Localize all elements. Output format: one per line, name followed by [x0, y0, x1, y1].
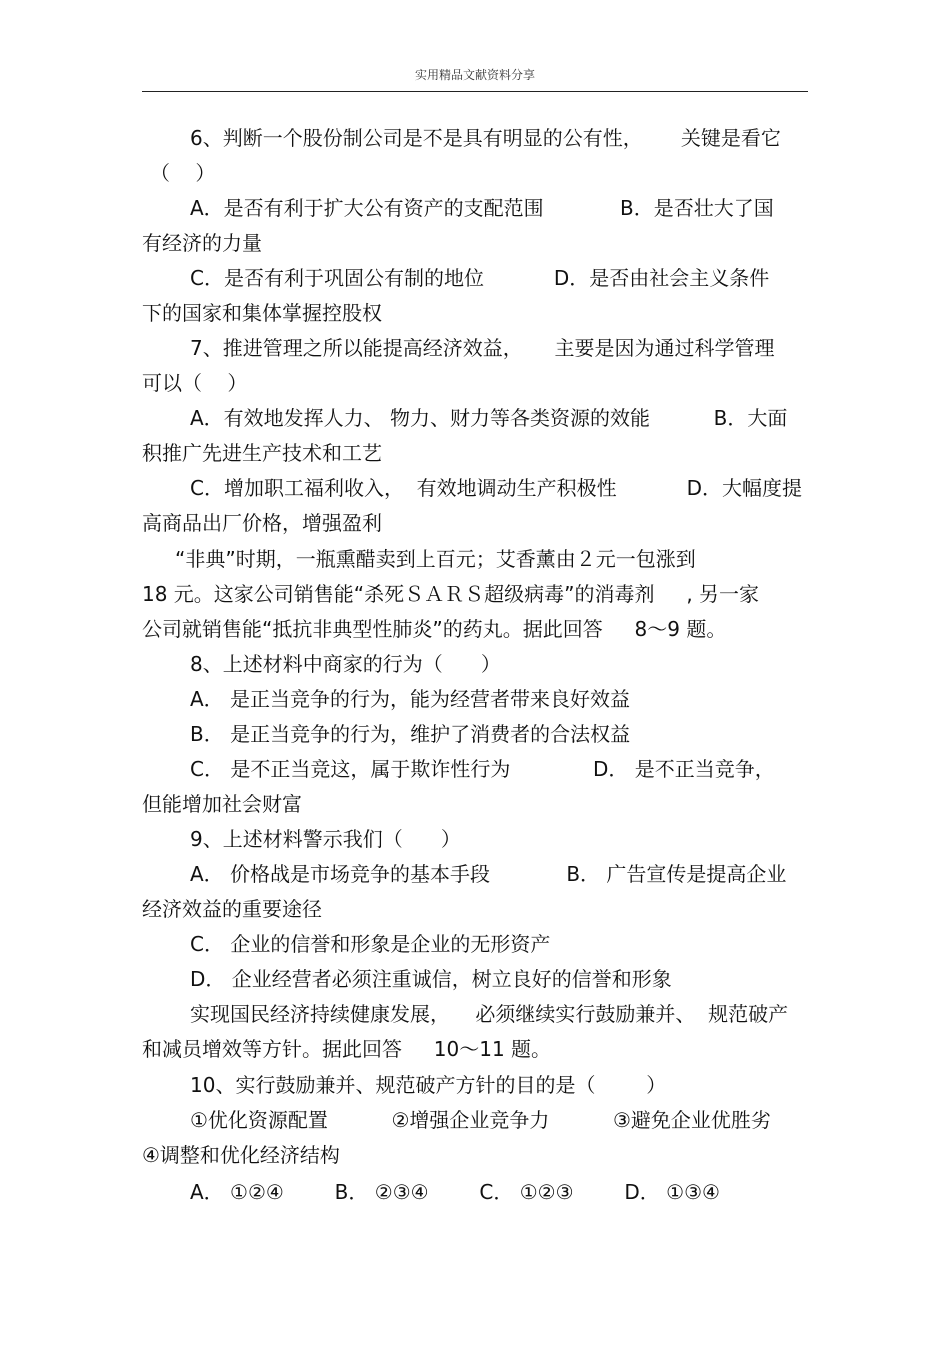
- q7-options-a-b: A．有效地发挥人力、 物力、财力等各类资源的效能 B．大面: [190, 406, 788, 430]
- q8-options-c-d: C． 是不正当竞这，属于欺诈性行为 D． 是不正当竞争，: [190, 757, 775, 781]
- q7-options-d-cont: 高商品出厂价格，增强盈利: [142, 511, 382, 535]
- q9-options-a-b: A． 价格战是市场竞争的基本手段 B． 广告宣传是提高企业: [190, 862, 787, 886]
- material-8-9-line-1: “非典”时期，一瓶熏醋卖到上百元；艾香薰由２元一包涨到: [175, 547, 696, 571]
- q10-stem: 10、实行鼓励兼并、规范破产方针的目的是（ ）: [190, 1073, 667, 1097]
- q7-options-b-cont: 积推广先进生产技术和工艺: [142, 441, 382, 465]
- q9-option-d: D． 企业经营者必须注重诚信，树立良好的信誉和形象: [190, 967, 672, 991]
- q8-option-d-cont: 但能增加社会财富: [142, 792, 302, 816]
- q8-option-a: A． 是正当竞争的行为，能为经营者带来良好效益: [190, 687, 631, 711]
- q10-item-4: ④调整和优化经济结构: [142, 1143, 340, 1167]
- q10-items-1-3: ①优化资源配置 ②增强企业竞争力 ③避免企业优胜劣: [190, 1108, 771, 1132]
- q9-option-b-cont: 经济效益的重要途径: [142, 897, 322, 921]
- q8-stem: 8、上述材料中商家的行为（ ）: [190, 652, 501, 676]
- q6-options-c-d: C．是否有利于巩固公有制的地位 D．是否由社会主义条件: [190, 266, 770, 290]
- material-8-9-line-2: 18 元。这家公司销售能“杀死ＳＡＲＳ超级病毒”的消毒剂 , 另一家: [142, 582, 760, 606]
- q6-options-a-b: A．是否有利于扩大公有资产的支配范围 B．是否壮大了国: [190, 196, 774, 220]
- q7-stem-line-1: 7、推进管理之所以能提高经济效益， 主要是因为通过科学管理: [190, 336, 775, 360]
- material-10-11-line-2: 和减员增效等方针。据此回答 10～11 题。: [142, 1037, 552, 1061]
- q6-stem-line-2: （ ）: [150, 161, 216, 185]
- q8-option-b: B． 是正当竞争的行为，维护了消费者的合法权益: [190, 722, 631, 746]
- q6-options-b-cont: 有经济的力量: [142, 231, 262, 255]
- q7-stem-line-2: 可以（ ）: [142, 371, 248, 395]
- material-10-11-line-1: 实现国民经济持续健康发展， 必须继续实行鼓励兼并、 规范破产: [190, 1002, 789, 1026]
- page-header: 实用精品文献资料分享: [414, 68, 535, 82]
- q7-options-c-d: C．增加职工福利收入， 有效地调动生产积极性 D．大幅度提: [190, 476, 803, 500]
- material-8-9-line-3: 公司就销售能“抵抗非典型性肺炎”的药丸。据此回答 8～9 题。: [142, 617, 727, 641]
- q10-options: A． ①②④ B． ②③④ C． ①②③ D． ①③④: [190, 1180, 720, 1204]
- q9-option-c: C． 企业的信誉和形象是企业的无形资产: [190, 932, 551, 956]
- q6-stem-line-1: 6、判断一个股份制公司是不是具有明显的公有性， 关键是看它: [190, 126, 781, 150]
- header-rule: [142, 91, 808, 92]
- q6-options-d-cont: 下的国家和集体掌握控股权: [142, 301, 382, 325]
- q9-stem: 9、上述材料警示我们（ ）: [190, 827, 461, 851]
